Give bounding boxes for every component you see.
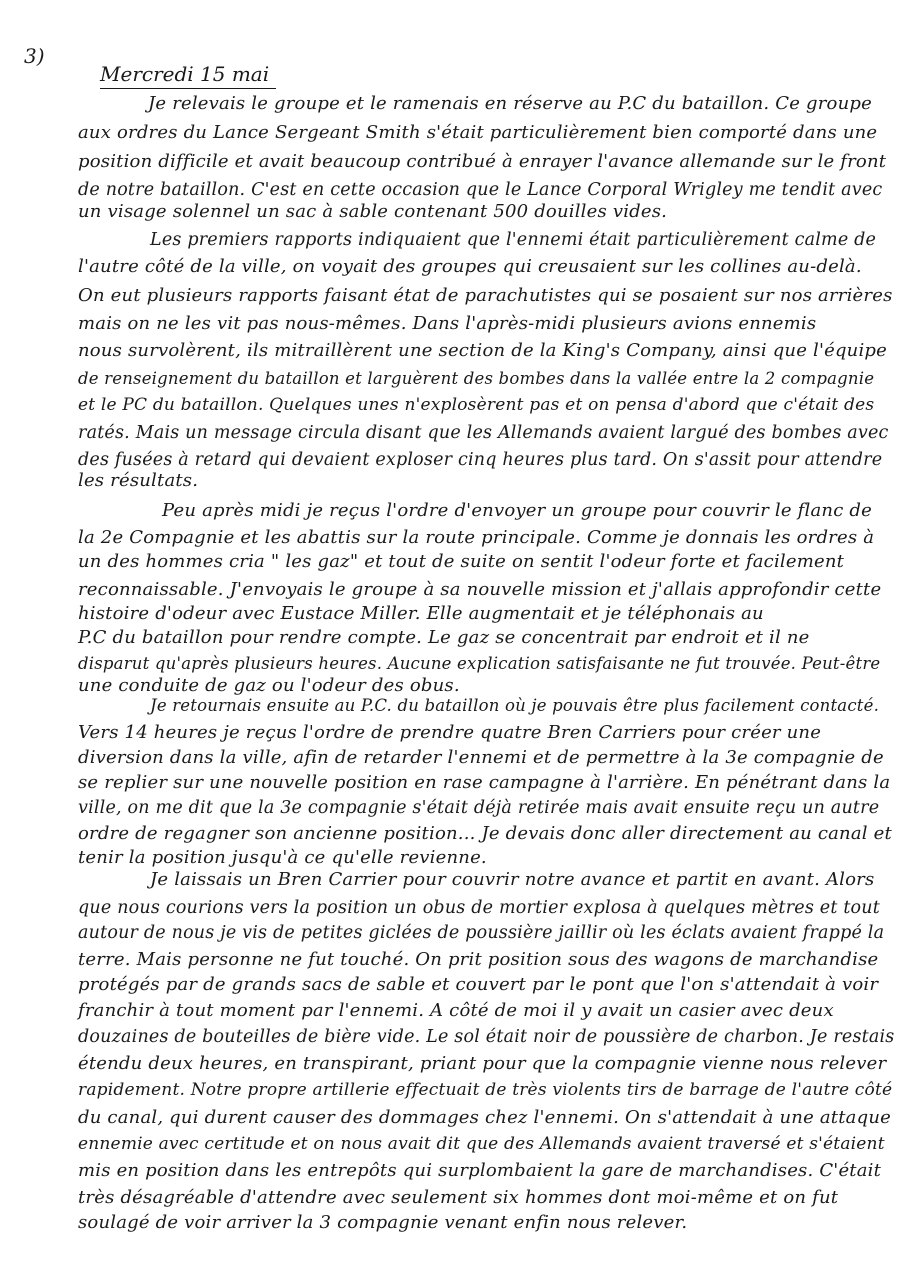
- text-line: les résultats.: [78, 470, 199, 491]
- text-line: Les premiers rapports indiquaient que l'ennemi était particulièrement calme de: [150, 230, 877, 250]
- text-line: ville, on me dit que la 3e compagnie s'était déjà retirée mais avait ensuite reçu un autre: [78, 798, 880, 818]
- text-line: protégés par de grands sacs de sable et couvert par le pont que l'on s'attendait à voir: [78, 974, 879, 995]
- text-line: la 2e Compagnie et les abattis sur la route principale. Comme je donnais les ordres à: [78, 527, 875, 548]
- text-line: franchir à tout moment par l'ennemi. A côté de moi il y avait un casier avec deux: [78, 1000, 834, 1021]
- text-line: reconnaissable. J'envoyais le groupe à sa nouvelle mission et j'allais approfondir cette: [78, 579, 882, 600]
- text-line: ennemie avec certitude et on nous avait dit que des Allemands avaient traversé et s'étaient: [78, 1134, 885, 1154]
- text-line: aux ordres du Lance Sergeant Smith s'était particulièrement bien comporté dans une: [78, 122, 878, 143]
- text-line: et le PC du bataillon. Quelques unes n'explosèrent pas et on pensa d'abord que c'était des: [78, 395, 875, 415]
- text-line: histoire d'odeur avec Eustace Miller. Elle augmentait et je téléphonais au: [78, 603, 764, 624]
- text-line: Je laissais un Bren Carrier pour couvrir notre avance et partit en avant. Alors: [150, 869, 875, 890]
- text-line: des fusées à retard qui devaient exploser cinq heures plus tard. On s'assit pour attendre: [78, 450, 883, 470]
- text-line: douzaines de bouteilles de bière vide. Le sol était noir de poussière de charbon. Je restais: [78, 1027, 895, 1047]
- text-line: mais on ne les vit pas nous-mêmes. Dans l'après-midi plusieurs avions ennemis: [78, 313, 817, 334]
- text-line: nous survolèrent, ils mitraillèrent une section de la King's Company, ainsi que l'équipe: [78, 340, 887, 361]
- text-line: étendu deux heures, en transpirant, priant pour que la compagnie vienne nous relever: [78, 1053, 887, 1074]
- text-line: une conduite de gaz ou l'odeur des obus.: [78, 675, 460, 696]
- text-line: terre. Mais personne ne fut touché. On prit position sous des wagons de marchandise: [78, 949, 879, 970]
- text-line: P.C du bataillon pour rendre compte. Le gaz se concentrait par endroit et il ne: [78, 627, 810, 648]
- text-line: que nous courions vers la position un obus de mortier explosa à quelques mètres et tout: [78, 898, 880, 918]
- text-line: Vers 14 heures je reçus l'ordre de prendre quatre Bren Carriers pour créer une: [78, 722, 822, 743]
- text-line: Je relevais le groupe et le ramenais en réserve au P.C du bataillon. Ce groupe: [148, 93, 872, 114]
- text-line: rapidement. Notre propre artillerie effectuait de très violents tirs de barrage de l'autre côté: [78, 1080, 893, 1100]
- date-underline: [100, 88, 276, 89]
- text-line: ratés. Mais un message circula disant que les Allemands avaient largué des bombes avec: [78, 423, 889, 443]
- text-line: mis en position dans les entrepôts qui surplombaient la gare de marchandises. C'était: [78, 1160, 882, 1181]
- text-line: tenir la position jusqu'à ce qu'elle revienne.: [78, 847, 487, 868]
- text-line: autour de nous je vis de petites giclées de poussière jaillir où les éclats avaient frappé la: [78, 923, 885, 943]
- text-line: diversion dans la ville, afin de retarder l'ennemi et de permettre à la 3e compagnie de: [78, 747, 884, 768]
- text-line: de renseignement du bataillon et larguèrent des bombes dans la vallée entre la 2 compagnie: [78, 369, 875, 388]
- text-line: position difficile et avait beaucoup contribué à enrayer l'avance allemande sur le front: [78, 151, 887, 172]
- text-line: disparut qu'après plusieurs heures. Aucune explication satisfaisante ne fut trouvée. Peut-être: [78, 654, 881, 673]
- page-date-heading: Mercredi 15 mai: [100, 62, 270, 86]
- text-line: l'autre côté de la ville, on voyait des groupes qui creusaient sur les collines au-delà.: [78, 256, 862, 277]
- text-line: ordre de regagner son ancienne position... Je devais donc aller directement au canal et: [78, 823, 892, 844]
- text-line: un visage solennel un sac à sable contenant 500 douilles vides.: [78, 201, 668, 222]
- text-line: On eut plusieurs rapports faisant état de parachutistes qui se posaient sur nos arrières: [78, 285, 893, 306]
- text-line: Peu après midi je reçus l'ordre d'envoyer un groupe pour couvrir le flanc de: [162, 500, 872, 521]
- text-line: de notre bataillon. C'est en cette occasion que le Lance Corporal Wrigley me tendit avec: [78, 180, 883, 200]
- text-line: du canal, qui durent causer des dommages chez l'ennemi. On s'attendait à une attaque: [78, 1107, 891, 1128]
- text-line: se replier sur une nouvelle position en rase campagne à l'arrière. En pénétrant dans la: [78, 772, 891, 793]
- text-line: Je retournais ensuite au P.C. du bataillon où je pouvais être plus facilement contacté.: [150, 696, 880, 715]
- text-line: soulagé de voir arriver la 3 compagnie venant enfin nous relever.: [78, 1212, 688, 1233]
- page-number: 3): [24, 44, 45, 68]
- text-line: un des hommes cria " les gaz" et tout de suite on sentit l'odeur forte et facilement: [78, 551, 845, 572]
- text-line: très désagréable d'attendre avec seulement six hommes dont moi-même et on fut: [78, 1187, 839, 1208]
